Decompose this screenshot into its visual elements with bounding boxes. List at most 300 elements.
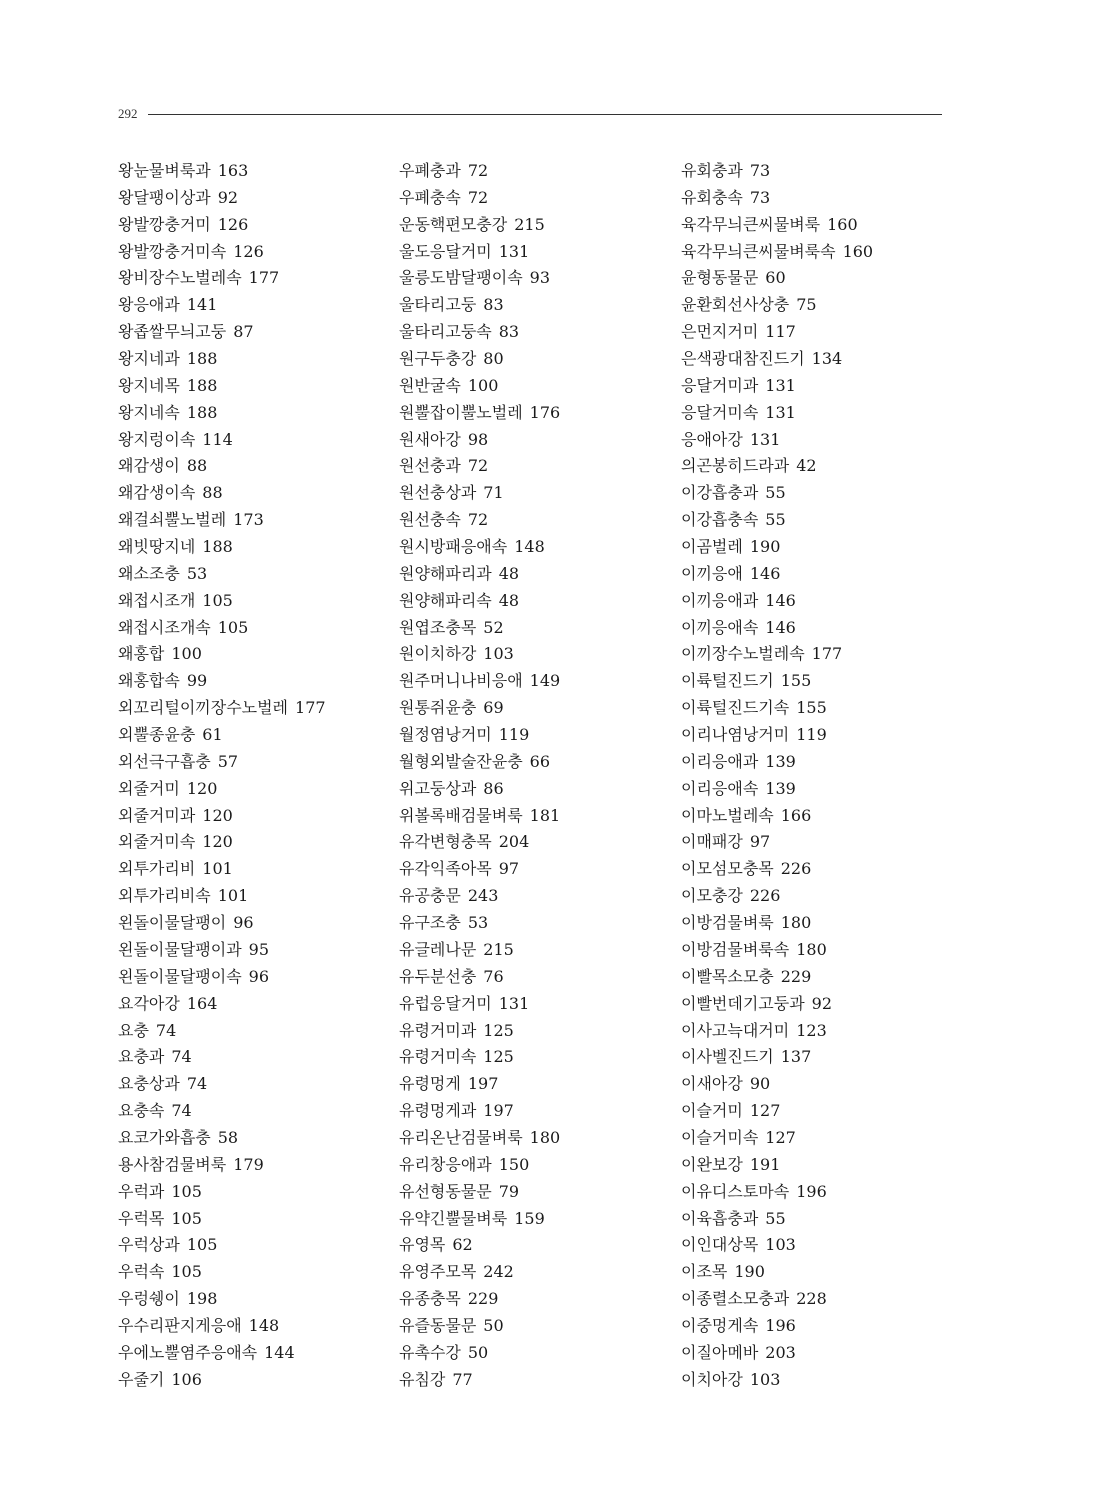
index-entry xyxy=(681,937,873,964)
entry-page-number: 120 xyxy=(186,778,218,798)
entry-term: 이인대상목 xyxy=(681,1235,759,1255)
entry-page-number: 103 xyxy=(765,1235,796,1255)
index-entry xyxy=(681,856,873,883)
entry-term: 이빨목소모충 xyxy=(681,966,774,986)
entry-term: 이슬거미속 xyxy=(681,1127,759,1147)
index-entry xyxy=(399,346,560,373)
entry-page-number: 127 xyxy=(765,1127,796,1147)
index-entry xyxy=(681,1071,873,1098)
entry-term: 우폐충속 xyxy=(399,187,461,207)
entry-page-number: 74 xyxy=(186,1074,208,1094)
entry-term: 이유디스토마속 xyxy=(681,1181,790,1201)
entry-term: 육각무늬큰씨물벼룩속 xyxy=(681,241,836,261)
index-entry xyxy=(681,373,873,400)
entry-page-number: 96 xyxy=(233,913,254,933)
entry-page-number: 160 xyxy=(842,241,874,261)
index-entry xyxy=(118,1071,326,1098)
entry-term: 유령거미속 xyxy=(399,1047,477,1067)
entry-page-number: 196 xyxy=(796,1181,827,1201)
entry-page-number: 204 xyxy=(498,832,530,852)
entry-term: 이강흡충과 xyxy=(681,483,759,503)
entry-page-number: 73 xyxy=(749,161,771,180)
entry-term: 우렁쉥이 xyxy=(118,1289,180,1309)
entry-page-number: 117 xyxy=(765,322,796,342)
entry-page-number: 98 xyxy=(467,429,489,449)
entry-term: 울타리고둥속 xyxy=(399,322,492,342)
entry-page-number: 55 xyxy=(765,510,786,530)
index-column-1 xyxy=(118,158,326,1394)
entry-page-number: 181 xyxy=(529,805,561,825)
entry-page-number: 72 xyxy=(467,187,489,207)
entry-term: 이끼응애속 xyxy=(681,617,759,637)
entry-term: 이치아강 xyxy=(681,1369,743,1389)
entry-term: 이리응애속 xyxy=(681,778,759,798)
entry-page-number: 127 xyxy=(749,1101,781,1121)
entry-page-number: 160 xyxy=(827,214,858,234)
entry-page-number: 66 xyxy=(529,751,551,771)
index-entry xyxy=(681,776,873,803)
index-entry xyxy=(681,480,873,507)
index-entry xyxy=(399,453,560,480)
entry-term: 우럭상과 xyxy=(118,1235,180,1255)
entry-term: 이빨번데기고둥과 xyxy=(681,993,805,1013)
entry-term: 이모섬모충목 xyxy=(681,859,774,879)
index-entry xyxy=(399,265,560,292)
entry-page-number: 103 xyxy=(749,1369,781,1389)
index-entry xyxy=(399,480,560,507)
index-entry xyxy=(399,803,560,830)
entry-page-number: 87 xyxy=(233,322,254,342)
entry-page-number: 242 xyxy=(483,1262,514,1282)
entry-term: 왕발깡충거미속 xyxy=(118,241,227,261)
entry-page-number: 190 xyxy=(749,537,781,557)
entry-term: 이리나염낭거미 xyxy=(681,725,790,745)
entry-page-number: 75 xyxy=(796,295,817,315)
entry-term: 유각변형충목 xyxy=(399,832,492,852)
entry-term: 왜감생이속 xyxy=(118,483,196,503)
index-entry xyxy=(681,1286,873,1313)
entry-term: 유글레나문 xyxy=(399,939,477,959)
index-entry xyxy=(118,1179,326,1206)
index-entry xyxy=(399,1125,560,1152)
entry-page-number: 177 xyxy=(248,268,280,288)
entry-page-number: 83 xyxy=(483,295,504,315)
entry-page-number: 146 xyxy=(749,563,781,583)
index-entry xyxy=(399,1367,560,1394)
entry-page-number: 76 xyxy=(483,966,504,986)
index-entry xyxy=(118,1367,326,1394)
index-entry xyxy=(399,319,560,346)
entry-term: 유종충목 xyxy=(399,1289,461,1309)
entry-page-number: 125 xyxy=(483,1020,514,1040)
entry-term: 이륙털진드기 xyxy=(681,671,774,691)
entry-term: 왕눈물벼룩과 xyxy=(118,161,211,180)
entry-page-number: 88 xyxy=(202,483,223,503)
entry-term: 응애아강 xyxy=(681,429,743,449)
index-entry xyxy=(118,292,326,319)
entry-term: 유령멍게과 xyxy=(399,1101,477,1121)
entry-page-number: 114 xyxy=(202,429,233,449)
entry-term: 이방검물벼룩 xyxy=(681,913,774,933)
entry-term: 이곰벌레 xyxy=(681,537,743,557)
index-entry xyxy=(118,427,326,454)
entry-page-number: 93 xyxy=(529,268,551,288)
index-columns xyxy=(118,158,918,1398)
entry-page-number: 58 xyxy=(217,1127,239,1147)
entry-term: 요충상과 xyxy=(118,1074,180,1094)
entry-term: 왕지네속 xyxy=(118,402,180,422)
entry-page-number: 99 xyxy=(186,671,208,691)
entry-page-number: 176 xyxy=(529,402,561,422)
index-entry xyxy=(681,292,873,319)
index-entry xyxy=(681,239,873,266)
entry-term: 이새아강 xyxy=(681,1074,743,1094)
index-entry xyxy=(399,991,560,1018)
entry-page-number: 72 xyxy=(467,510,489,530)
index-entry xyxy=(118,1340,326,1367)
index-entry xyxy=(399,910,560,937)
entry-page-number: 105 xyxy=(186,1235,218,1255)
index-entry xyxy=(118,937,326,964)
entry-term: 울타리고둥 xyxy=(399,295,477,315)
entry-page-number: 123 xyxy=(796,1020,827,1040)
entry-page-number: 229 xyxy=(780,966,812,986)
index-entry xyxy=(118,1206,326,1233)
index-entry xyxy=(681,829,873,856)
entry-term: 우럭속 xyxy=(118,1262,165,1282)
entry-page-number: 50 xyxy=(467,1342,489,1362)
entry-page-number: 105 xyxy=(171,1181,202,1201)
entry-page-number: 131 xyxy=(498,241,530,261)
index-entry xyxy=(118,722,326,749)
entry-term: 유럽응달거미 xyxy=(399,993,492,1013)
entry-term: 울도응달거미 xyxy=(399,241,492,261)
entry-term: 이조목 xyxy=(681,1262,728,1282)
entry-term: 유공충문 xyxy=(399,886,461,906)
entry-term: 외줄거미 xyxy=(118,778,180,798)
entry-term: 왜접시조개속 xyxy=(118,617,211,637)
index-entry xyxy=(118,346,326,373)
entry-term: 왼돌이물달팽이과 xyxy=(118,939,242,959)
index-entry xyxy=(118,507,326,534)
entry-page-number: 97 xyxy=(749,832,771,852)
entry-page-number: 149 xyxy=(529,671,561,691)
entry-term: 원엽조충목 xyxy=(399,617,477,637)
index-entry xyxy=(681,1232,873,1259)
entry-page-number: 88 xyxy=(186,456,208,476)
entry-term: 우수리판지게응애 xyxy=(118,1315,242,1335)
entry-page-number: 105 xyxy=(171,1262,202,1282)
index-entry xyxy=(399,829,560,856)
entry-term: 원반굴속 xyxy=(399,375,461,395)
index-entry xyxy=(118,856,326,883)
entry-term: 이육흡충과 xyxy=(681,1208,759,1228)
entry-term: 이매패강 xyxy=(681,832,743,852)
entry-page-number: 197 xyxy=(467,1074,499,1094)
index-entry xyxy=(681,1206,873,1233)
index-entry xyxy=(399,1313,560,1340)
index-entry xyxy=(118,1313,326,1340)
entry-term: 요충속 xyxy=(118,1101,165,1121)
index-entry xyxy=(399,883,560,910)
entry-term: 울릉도밤달팽이속 xyxy=(399,268,523,288)
entry-term: 유령멍게 xyxy=(399,1074,461,1094)
entry-page-number: 100 xyxy=(171,644,202,664)
entry-page-number: 141 xyxy=(186,295,218,315)
entry-page-number: 71 xyxy=(483,483,504,503)
entry-term: 원선충속 xyxy=(399,510,461,530)
index-entry xyxy=(681,212,873,239)
entry-page-number: 180 xyxy=(780,913,812,933)
index-entry xyxy=(118,641,326,668)
index-entry xyxy=(681,1044,873,1071)
index-entry xyxy=(118,1152,326,1179)
entry-page-number: 188 xyxy=(186,375,218,395)
entry-term: 왕지네목 xyxy=(118,375,180,395)
entry-term: 위볼록배검물벼룩 xyxy=(399,805,523,825)
index-entry xyxy=(118,991,326,1018)
index-entry xyxy=(681,1098,873,1125)
entry-page-number: 48 xyxy=(498,590,520,610)
entry-page-number: 73 xyxy=(749,187,771,207)
entry-page-number: 53 xyxy=(467,913,489,933)
entry-page-number: 144 xyxy=(264,1342,295,1362)
entry-page-number: 131 xyxy=(749,429,781,449)
entry-term: 운동핵편모충강 xyxy=(399,214,508,234)
entry-page-number: 203 xyxy=(765,1342,796,1362)
entry-page-number: 243 xyxy=(467,886,499,906)
entry-term: 윤환회선사상충 xyxy=(681,295,790,315)
entry-term: 왕좁쌀무늬고둥 xyxy=(118,322,227,342)
entry-page-number: 188 xyxy=(202,537,233,557)
index-entry xyxy=(118,1259,326,1286)
entry-page-number: 90 xyxy=(749,1074,771,1094)
index-entry xyxy=(681,534,873,561)
index-entry xyxy=(118,695,326,722)
index-entry xyxy=(399,722,560,749)
entry-page-number: 105 xyxy=(202,590,233,610)
entry-page-number: 188 xyxy=(186,402,218,422)
index-entry xyxy=(399,400,560,427)
entry-page-number: 146 xyxy=(765,617,796,637)
index-entry xyxy=(118,615,326,642)
entry-term: 왕달팽이상과 xyxy=(118,187,211,207)
index-entry xyxy=(399,158,560,185)
entry-term: 원시방패응애속 xyxy=(399,537,508,557)
entry-term: 요각아강 xyxy=(118,993,180,1013)
index-entry xyxy=(399,292,560,319)
entry-term: 외투가리비속 xyxy=(118,886,211,906)
entry-page-number: 139 xyxy=(765,751,796,771)
index-entry xyxy=(399,1206,560,1233)
index-entry xyxy=(118,1098,326,1125)
entry-term: 유영주모목 xyxy=(399,1262,477,1282)
index-entry xyxy=(681,803,873,830)
entry-term: 이끼응애 xyxy=(681,563,743,583)
index-entry xyxy=(399,1071,560,1098)
entry-term: 유영목 xyxy=(399,1235,446,1255)
index-entry xyxy=(681,641,873,668)
entry-page-number: 196 xyxy=(765,1315,796,1335)
index-entry xyxy=(399,1044,560,1071)
entry-page-number: 80 xyxy=(483,349,504,369)
entry-page-number: 52 xyxy=(483,617,504,637)
entry-term: 이마노벌레속 xyxy=(681,805,774,825)
entry-term: 용사참검물벼룩 xyxy=(118,1154,227,1174)
entry-page-number: 55 xyxy=(765,1208,786,1228)
entry-term: 요충 xyxy=(118,1020,149,1040)
index-entry xyxy=(681,1152,873,1179)
index-entry xyxy=(681,588,873,615)
entry-term: 이질아메바 xyxy=(681,1342,759,1362)
entry-term: 원선충과 xyxy=(399,456,461,476)
entry-term: 응달거미속 xyxy=(681,402,759,422)
index-entry xyxy=(118,1125,326,1152)
index-entry xyxy=(399,1018,560,1045)
entry-term: 유즐동물문 xyxy=(399,1315,477,1335)
index-entry xyxy=(118,910,326,937)
index-entry xyxy=(118,185,326,212)
index-entry xyxy=(118,776,326,803)
entry-page-number: 92 xyxy=(811,993,833,1013)
index-entry xyxy=(681,346,873,373)
entry-term: 이종렬소모충과 xyxy=(681,1289,790,1309)
index-column-2 xyxy=(399,158,560,1394)
entry-page-number: 95 xyxy=(248,939,270,959)
entry-page-number: 148 xyxy=(248,1315,280,1335)
entry-page-number: 180 xyxy=(529,1127,561,1147)
entry-term: 유각익족아목 xyxy=(399,859,492,879)
index-entry xyxy=(118,829,326,856)
index-entry xyxy=(399,507,560,534)
entry-term: 유침강 xyxy=(399,1369,446,1389)
entry-term: 원새아강 xyxy=(399,429,461,449)
index-entry xyxy=(681,453,873,480)
entry-page-number: 97 xyxy=(498,859,520,879)
index-entry xyxy=(399,937,560,964)
entry-term: 이끼응애과 xyxy=(681,590,759,610)
entry-term: 우에노뿔염주응애속 xyxy=(118,1342,258,1362)
entry-page-number: 155 xyxy=(780,671,812,691)
index-entry xyxy=(681,615,873,642)
entry-page-number: 77 xyxy=(452,1369,473,1389)
entry-term: 육각무늬큰씨물벼룩 xyxy=(681,214,821,234)
entry-page-number: 229 xyxy=(467,1289,499,1309)
entry-page-number: 163 xyxy=(217,161,249,180)
entry-term: 위고둥상과 xyxy=(399,778,477,798)
entry-page-number: 92 xyxy=(217,187,239,207)
index-entry xyxy=(681,561,873,588)
entry-term: 왕비장수노벌레속 xyxy=(118,268,242,288)
entry-page-number: 57 xyxy=(217,751,239,771)
index-entry xyxy=(681,910,873,937)
entry-term: 외줄거미과 xyxy=(118,805,196,825)
index-entry xyxy=(118,749,326,776)
entry-page-number: 134 xyxy=(811,349,843,369)
entry-term: 유선형동물문 xyxy=(399,1181,492,1201)
index-entry xyxy=(118,265,326,292)
entry-term: 이방검물벼룩속 xyxy=(681,939,790,959)
entry-page-number: 48 xyxy=(498,563,520,583)
entry-term: 외투가리비 xyxy=(118,859,196,879)
index-entry xyxy=(399,776,560,803)
index-entry xyxy=(681,1313,873,1340)
entry-term: 원뿔잡이뿔노벌레 xyxy=(399,402,523,422)
entry-term: 왕응애과 xyxy=(118,295,180,315)
entry-page-number: 215 xyxy=(514,214,545,234)
index-entry xyxy=(118,480,326,507)
index-entry xyxy=(118,373,326,400)
entry-page-number: 180 xyxy=(796,939,827,959)
index-entry xyxy=(118,319,326,346)
index-entry xyxy=(681,400,873,427)
index-entry xyxy=(399,1232,560,1259)
entry-page-number: 86 xyxy=(483,778,504,798)
entry-term: 이사고늑대거미 xyxy=(681,1020,790,1040)
entry-page-number: 146 xyxy=(765,590,796,610)
entry-term: 왜홍합속 xyxy=(118,671,180,691)
entry-term: 이강흡충속 xyxy=(681,510,759,530)
entry-term: 우럭목 xyxy=(118,1208,165,1228)
index-entry xyxy=(681,1018,873,1045)
entry-page-number: 62 xyxy=(452,1235,473,1255)
entry-page-number: 131 xyxy=(498,993,530,1013)
index-entry xyxy=(118,1232,326,1259)
entry-page-number: 159 xyxy=(514,1208,545,1228)
index-entry xyxy=(118,212,326,239)
entry-page-number: 60 xyxy=(765,268,786,288)
entry-page-number: 139 xyxy=(765,778,796,798)
entry-page-number: 177 xyxy=(811,644,843,664)
entry-page-number: 226 xyxy=(749,886,781,906)
entry-term: 왕지렁이속 xyxy=(118,429,196,449)
page-number: 292 xyxy=(118,106,138,121)
index-entry xyxy=(681,1259,873,1286)
index-entry xyxy=(118,453,326,480)
index-entry xyxy=(399,373,560,400)
entry-page-number: 120 xyxy=(202,805,233,825)
index-entry xyxy=(399,212,560,239)
entry-page-number: 50 xyxy=(483,1315,504,1335)
entry-page-number: 226 xyxy=(780,859,812,879)
index-entry xyxy=(118,668,326,695)
entry-page-number: 74 xyxy=(171,1101,192,1121)
index-entry xyxy=(399,185,560,212)
entry-term: 원통쥐윤충 xyxy=(399,698,477,718)
entry-term: 왜홍합 xyxy=(118,644,165,664)
index-entry xyxy=(118,1018,326,1045)
entry-page-number: 131 xyxy=(765,375,796,395)
entry-page-number: 179 xyxy=(233,1154,264,1174)
entry-page-number: 126 xyxy=(217,214,249,234)
entry-page-number: 125 xyxy=(483,1047,514,1067)
entry-page-number: 119 xyxy=(796,725,827,745)
index-entry xyxy=(681,427,873,454)
index-entry xyxy=(399,1152,560,1179)
entry-page-number: 74 xyxy=(171,1047,192,1067)
entry-page-number: 166 xyxy=(780,805,812,825)
entry-term: 유회충속 xyxy=(681,187,743,207)
index-entry xyxy=(399,534,560,561)
entry-term: 유령거미과 xyxy=(399,1020,477,1040)
index-entry xyxy=(118,1286,326,1313)
entry-page-number: 42 xyxy=(796,456,817,476)
entry-page-number: 100 xyxy=(467,375,499,395)
entry-term: 유리온난검물벼룩 xyxy=(399,1127,523,1147)
entry-page-number: 72 xyxy=(467,456,489,476)
index-entry xyxy=(681,185,873,212)
index-entry xyxy=(118,239,326,266)
